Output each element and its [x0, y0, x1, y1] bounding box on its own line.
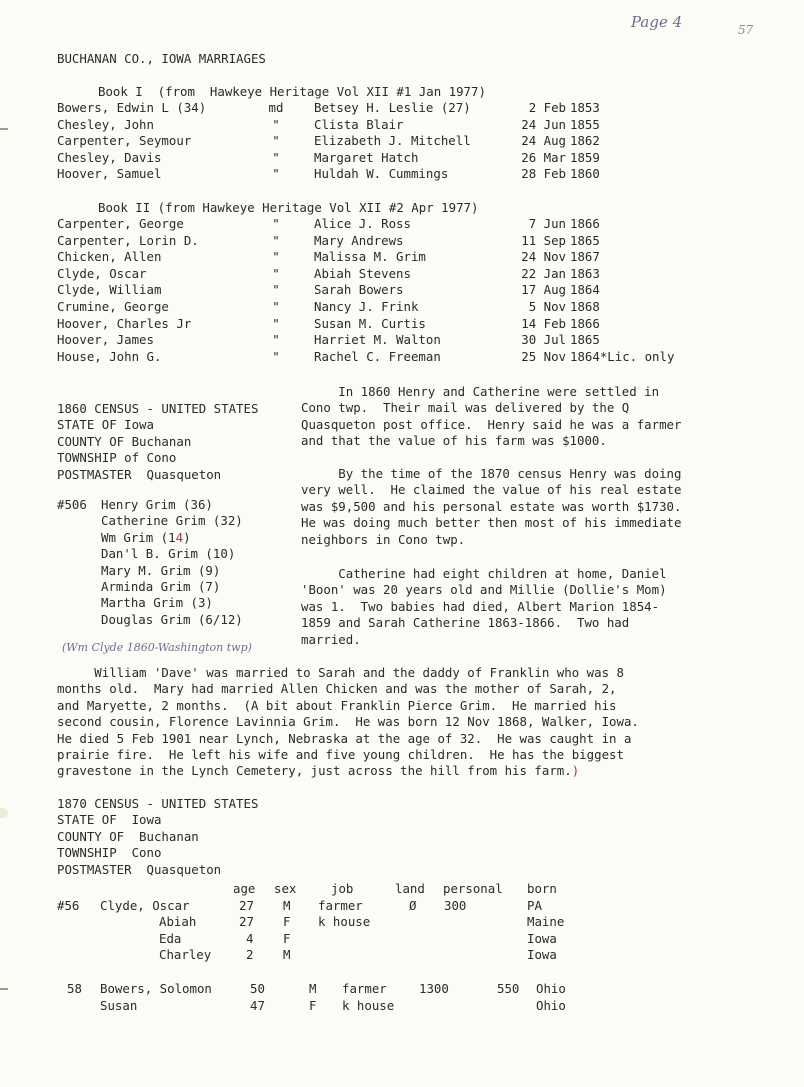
birthplace: PA: [527, 898, 542, 913]
marriage-year: 1868: [570, 299, 600, 314]
census-1870-header-line: STATE OF Iowa: [57, 812, 162, 828]
groom-name: Chesley, John: [57, 116, 154, 132]
groom-name: Bowers, Edwin L (34): [57, 100, 207, 115]
groom-name: Clyde, Oscar: [57, 265, 147, 281]
paragraph-line: By the time of the 1870 census Henry was doing: [301, 466, 682, 481]
married-marker: ": [272, 166, 280, 182]
resident-age: 50: [250, 981, 265, 996]
resident-sex: M: [283, 947, 291, 962]
paragraph-line: 1859 and Sarah Catherine 1863-1866. Two had: [301, 615, 630, 631]
census-1860-handwritten-note: (Wm Clyde 1860-Washington twp): [62, 641, 252, 654]
birthplace: Iowa: [527, 947, 557, 962]
marriage-year: 1865: [570, 332, 600, 348]
column-land: land: [395, 881, 425, 896]
resident-sex: F: [283, 914, 291, 929]
married-marker: ": [272, 282, 280, 298]
marriage-day: 24 Aug: [521, 133, 566, 149]
book2-heading: Book II (from Hawkeye Heritage Vol XII #2 Apr 1977): [98, 200, 479, 215]
marriage-year: 1853: [570, 100, 600, 115]
married-marker: ": [272, 116, 280, 132]
resident-name: Clyde, Oscar: [100, 898, 190, 913]
marriage-day: 26 Mar: [521, 149, 566, 165]
paragraph-line: In 1860 Henry and Catherine were settled in: [301, 384, 660, 399]
paragraph-line: [57, 763, 579, 779]
household-number: #56: [57, 898, 80, 913]
member-name: Henry Grim (36): [101, 497, 213, 512]
bride-name: Betsey H. Leslie (27): [314, 100, 471, 115]
paragraph-line: Cono twp. Their mail was delivered by the Q: [301, 400, 630, 416]
household-member: [101, 595, 213, 611]
groom-name: Chesley, Davis: [57, 149, 162, 165]
resident-job: k house: [342, 998, 395, 1013]
groom-name: Clyde, William: [57, 282, 162, 298]
column-sex: sex: [274, 881, 297, 896]
household-number: 58: [67, 981, 82, 996]
marriage-day: 25 Nov: [521, 348, 566, 364]
resident-name: Susan: [100, 998, 138, 1013]
member-name: Douglas Grim (6/12): [101, 611, 243, 627]
page-number-handwritten: 57: [738, 23, 754, 37]
marriage-day: 22 Jan: [521, 265, 566, 281]
married-marker: md: [268, 100, 284, 115]
resident-job: farmer: [342, 981, 387, 996]
household-member: [101, 513, 243, 529]
resident-name: Abiah: [159, 914, 197, 929]
marriage-day: 14 Feb: [521, 315, 566, 331]
paragraph-line: was $9,500 and his personal estate was worth $1730.: [301, 498, 682, 514]
census-1860-header-line: POSTMASTER Quasqueton: [57, 466, 222, 482]
document-title: BUCHANAN CO., IOWA MARRIAGES: [57, 51, 266, 66]
paragraph-line: was 1. Two babies had died, Albert Marion 1854-: [301, 598, 660, 614]
bride-name: Nancy J. Frink: [314, 299, 419, 314]
census-1870-row: [57, 931, 777, 947]
paragraph-line: [57, 698, 617, 714]
page-label-handwritten: Page 4: [631, 13, 683, 31]
marriage-day: 11 Sep: [521, 232, 566, 248]
bride-name: Malissa M. Grim: [314, 249, 426, 265]
paragraph-text: second cousin, Florence Lavinnia Grim. He was born 12 Nov 1868, Walker, Iowa.: [57, 714, 639, 730]
marriage-year: 1867: [570, 249, 600, 265]
census-1870-header-line: TOWNSHIP Cono: [57, 845, 162, 861]
column-born: born: [527, 881, 557, 896]
census-1860-header-line: STATE OF Iowa: [57, 417, 154, 433]
marriage-year: 1863: [570, 265, 600, 281]
census-1870-header-line: 1870 CENSUS - UNITED STATES: [57, 796, 259, 811]
census-1860-header-line: COUNTY OF Buchanan: [57, 433, 192, 449]
member-name: Catherine Grim (32): [101, 513, 243, 529]
married-marker: ": [272, 348, 280, 364]
census-1860-header-line: 1860 CENSUS - UNITED STATES: [57, 401, 259, 416]
book1-heading: Book I (from Hawkeye Heritage Vol XII #1 Jan 1977): [98, 84, 486, 99]
paragraph-line: very well. He claimed the value of his real estate: [301, 482, 682, 498]
marriage-year: 1859: [570, 149, 600, 165]
edge-mark: [0, 988, 8, 990]
land-value: Ø: [409, 898, 417, 913]
resident-age: 27: [239, 914, 254, 929]
marriage-year: 1862: [570, 133, 600, 149]
marriage-day: 24 Jun: [521, 116, 566, 132]
census-1870-row: [57, 998, 777, 1014]
paragraph-line: [57, 714, 639, 730]
column-age: age: [233, 881, 256, 896]
binder-hole: [0, 808, 8, 818]
marriage-day: 17 Aug: [521, 282, 566, 298]
birthplace: Maine: [527, 914, 565, 929]
member-name: Arminda Grim (7): [101, 579, 221, 594]
birthplace: Ohio: [536, 981, 566, 996]
marriage-year: 1855: [570, 116, 600, 132]
resident-age: 4: [246, 931, 254, 946]
married-marker: ": [272, 149, 280, 165]
groom-name: Carpenter, George: [57, 216, 184, 231]
bride-name: Harriet M. Walton: [314, 332, 441, 348]
census-1870-row: [57, 898, 777, 914]
marriage-year: 1860: [570, 166, 600, 182]
marriage-day: 24 Nov: [521, 249, 566, 265]
column-job: job: [331, 881, 354, 896]
marriage-day: 7 Jun: [528, 216, 566, 231]
census-1870-header-line: POSTMASTER Quasqueton: [57, 861, 222, 877]
household-member: [101, 546, 235, 562]
edge-mark: [0, 128, 8, 130]
groom-name: House, John G.: [57, 348, 162, 364]
household-member: [101, 612, 243, 628]
member-name: Wm Grim (1: [101, 529, 176, 545]
paragraph-text: gravestone in the Lynch Cemetery, just across the hill from his farm.: [57, 763, 572, 779]
groom-name: Chicken, Allen: [57, 249, 162, 265]
resident-age: 47: [250, 998, 265, 1013]
paragraph-line: and that the value of his farm was $1000.: [301, 433, 607, 449]
resident-job: k house: [318, 914, 371, 929]
marriage-day: 28 Feb: [521, 166, 566, 182]
bride-name: Susan M. Curtis: [314, 315, 426, 331]
resident-age: 2: [246, 947, 254, 962]
member-name: Martha Grim (3): [101, 595, 213, 611]
married-marker: ": [272, 315, 280, 331]
paragraph-line: [57, 681, 617, 697]
groom-name: Hoover, Samuel: [57, 166, 162, 182]
paragraph-line: He was doing much better then most of his immediate: [301, 515, 682, 531]
groom-name: Hoover, James: [57, 332, 154, 348]
paragraph-line: married.: [301, 631, 361, 647]
married-marker: ": [272, 216, 280, 231]
bride-name: Alice J. Ross: [314, 216, 411, 231]
census-1870-row: [57, 981, 777, 997]
member-name: Dan'l B. Grim (10): [101, 546, 236, 562]
census-1870-header-line: COUNTY OF Buchanan: [57, 828, 199, 844]
paragraph-line: [57, 665, 624, 681]
land-value: 1300: [419, 981, 449, 996]
marriage-year: 1866: [570, 315, 600, 331]
resident-name: Bowers, Solomon: [100, 981, 212, 996]
personal-value: 300: [444, 898, 467, 913]
marriage-day: 5 Nov: [528, 299, 566, 314]
resident-sex: F: [283, 931, 291, 946]
paragraph-text: prairie fire. He left his wife and five young children. He has the biggest: [57, 747, 624, 762]
paragraph-line: neighbors in Cono twp.: [301, 531, 466, 547]
bride-name: Rachel C. Freeman: [314, 348, 441, 364]
resident-name: Charley: [159, 947, 212, 962]
paragraph-text: William 'Dave' was married to Sarah and the daddy of Franklin who was 8: [57, 665, 624, 680]
resident-sex: M: [309, 981, 317, 996]
paragraph-line: [57, 747, 624, 763]
marriage-day: 2 Feb: [528, 100, 566, 115]
resident-sex: M: [283, 898, 291, 913]
bride-name: Huldah W. Cummings: [314, 166, 449, 182]
groom-name: Hoover, Charles Jr: [57, 315, 192, 331]
household-member: [101, 579, 220, 595]
paragraph-line: 'Boon' was 20 years old and Millie (Dollie's Mom): [301, 582, 667, 598]
resident-job: farmer: [318, 898, 363, 913]
marriage-day: 30 Jul: [521, 332, 566, 348]
personal-value: 550: [497, 981, 520, 996]
birthplace: Iowa: [527, 931, 557, 946]
resident-name: Eda: [159, 931, 182, 946]
paragraph-text: months old. Mary had married Allen Chicken and was the mother of Sarah, 2,: [57, 681, 617, 697]
census-1860-header-line: TOWNSHIP of Cono: [57, 450, 177, 466]
household-member: [101, 563, 220, 579]
household-member: [101, 530, 191, 546]
paragraph-line: Quasqueton post office. Henry said he was a farmer: [301, 416, 682, 432]
groom-name: Carpenter, Seymour: [57, 133, 192, 149]
paragraph-line: [57, 731, 631, 747]
married-marker: ": [272, 332, 280, 348]
paragraph-line: Catherine had eight children at home, Daniel: [301, 566, 667, 581]
census-1860-entry-number: #506: [57, 497, 87, 512]
handwritten-correction: 4: [175, 529, 184, 545]
resident-age: 27: [239, 898, 254, 913]
bride-name: Abiah Stevens: [314, 265, 411, 281]
marriage-year: 1864: [570, 282, 600, 298]
birthplace: Ohio: [536, 998, 566, 1013]
bride-name: Clista Blair: [314, 116, 404, 132]
household-member: [101, 497, 213, 513]
census-1870-row: [57, 947, 777, 963]
member-name: Mary M. Grim (9): [101, 562, 221, 578]
married-marker: ": [272, 232, 280, 248]
paragraph-text: and Maryette, 2 months. (A bit about Franklin Pierce Grim. He married his: [57, 697, 617, 713]
married-marker: ": [272, 249, 280, 265]
bride-name: Mary Andrews: [314, 232, 404, 248]
column-personal: personal: [443, 881, 503, 896]
married-marker: ": [272, 299, 280, 314]
census-1870-row: [57, 914, 777, 930]
handwritten-mark: ): [571, 763, 580, 779]
member-name-tail: ): [183, 529, 191, 545]
marriage-year: 1864*Lic. only: [570, 348, 675, 364]
bride-name: Sarah Bowers: [314, 282, 404, 298]
married-marker: ": [272, 265, 280, 281]
paragraph-text: He died 5 Feb 1901 near Lynch, Nebraska at the age of 32. He was caught in a: [57, 730, 632, 746]
bride-name: Elizabeth J. Mitchell: [314, 133, 471, 149]
marriage-year: 1865: [570, 232, 600, 248]
married-marker: ": [272, 133, 280, 149]
marriage-year: 1866: [570, 216, 600, 231]
bride-name: Margaret Hatch: [314, 149, 419, 165]
groom-name: Crumine, George: [57, 299, 169, 314]
groom-name: Carpenter, Lorin D.: [57, 232, 199, 248]
resident-sex: F: [309, 998, 317, 1013]
